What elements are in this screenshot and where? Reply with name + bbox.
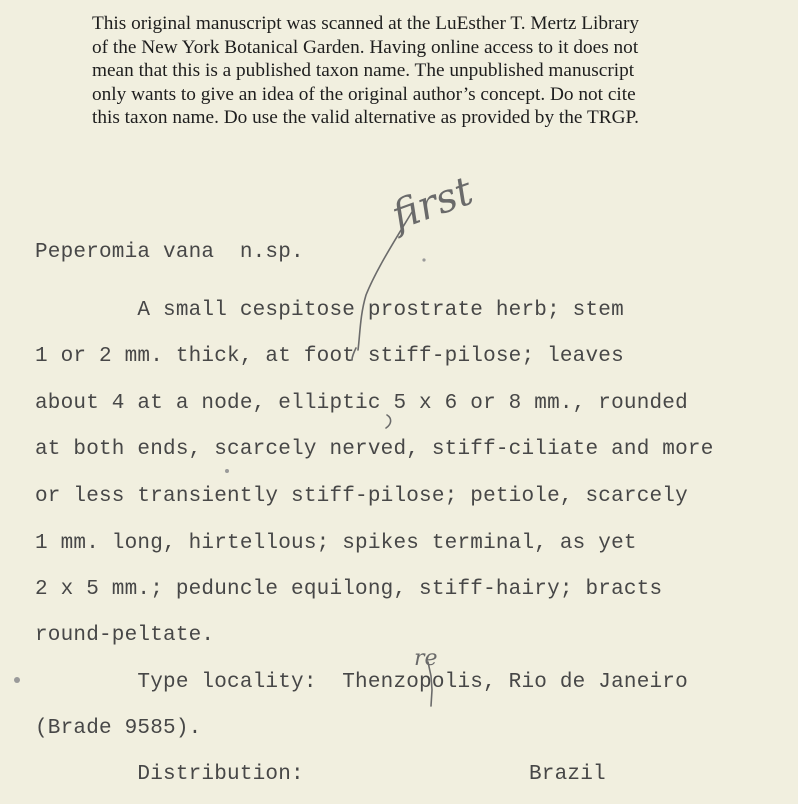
description-line: 2 x 5 mm.; peduncle equilong, stiff-hairy; bracts bbox=[35, 578, 663, 601]
notice-line: only wants to give an idea of the original author’s concept. Do not cite bbox=[92, 83, 636, 105]
description-line: round-peltate. bbox=[35, 624, 215, 647]
distribution-label: Distribution: bbox=[35, 763, 304, 786]
annotation-stroke bbox=[358, 212, 412, 350]
type-specimen-line: (Brade 9585). bbox=[35, 717, 202, 740]
ink-speck bbox=[225, 469, 229, 473]
notice-line: this taxon name. Do use the valid alternative as provided by the TRGP. bbox=[92, 107, 639, 128]
notice-line: of the New York Botanical Garden. Having online access to it does not bbox=[92, 36, 639, 58]
notice-line: This original manuscript was scanned at the LuEsther T. Mertz Library bbox=[92, 13, 640, 34]
annotation-first: first bbox=[385, 167, 479, 240]
type-locality-line: Type locality: Thenzopolis, Rio de Janeiro bbox=[35, 671, 688, 694]
species-title: Peperomia vana n.sp. bbox=[35, 241, 304, 264]
description-line: A small cespitose prostrate herb; stem bbox=[35, 299, 624, 322]
annotation-re: re bbox=[414, 646, 438, 671]
description-line: at both ends, scarcely nerved, stiff-ciliate and more bbox=[35, 438, 714, 461]
description-line: 1 mm. long, hirtellous; spikes terminal, as yet bbox=[35, 532, 637, 555]
ink-speck bbox=[422, 258, 425, 261]
description-line: 1 or 2 mm. thick, at foot stiff-pilose; leaves bbox=[35, 345, 624, 368]
ink-speck bbox=[14, 677, 20, 683]
notice-line: mean that this is a published taxon name. The unpublished manuscript bbox=[92, 60, 635, 81]
description-line: about 4 at a node, elliptic 5 x 6 or 8 mm., rounded bbox=[35, 392, 688, 415]
distribution-value: Brazil bbox=[529, 763, 606, 786]
annotation-stroke bbox=[386, 415, 391, 428]
description-line: or less transiently stiff-pilose; petiole, scarcely bbox=[35, 485, 688, 508]
library-notice bbox=[92, 12, 732, 130]
